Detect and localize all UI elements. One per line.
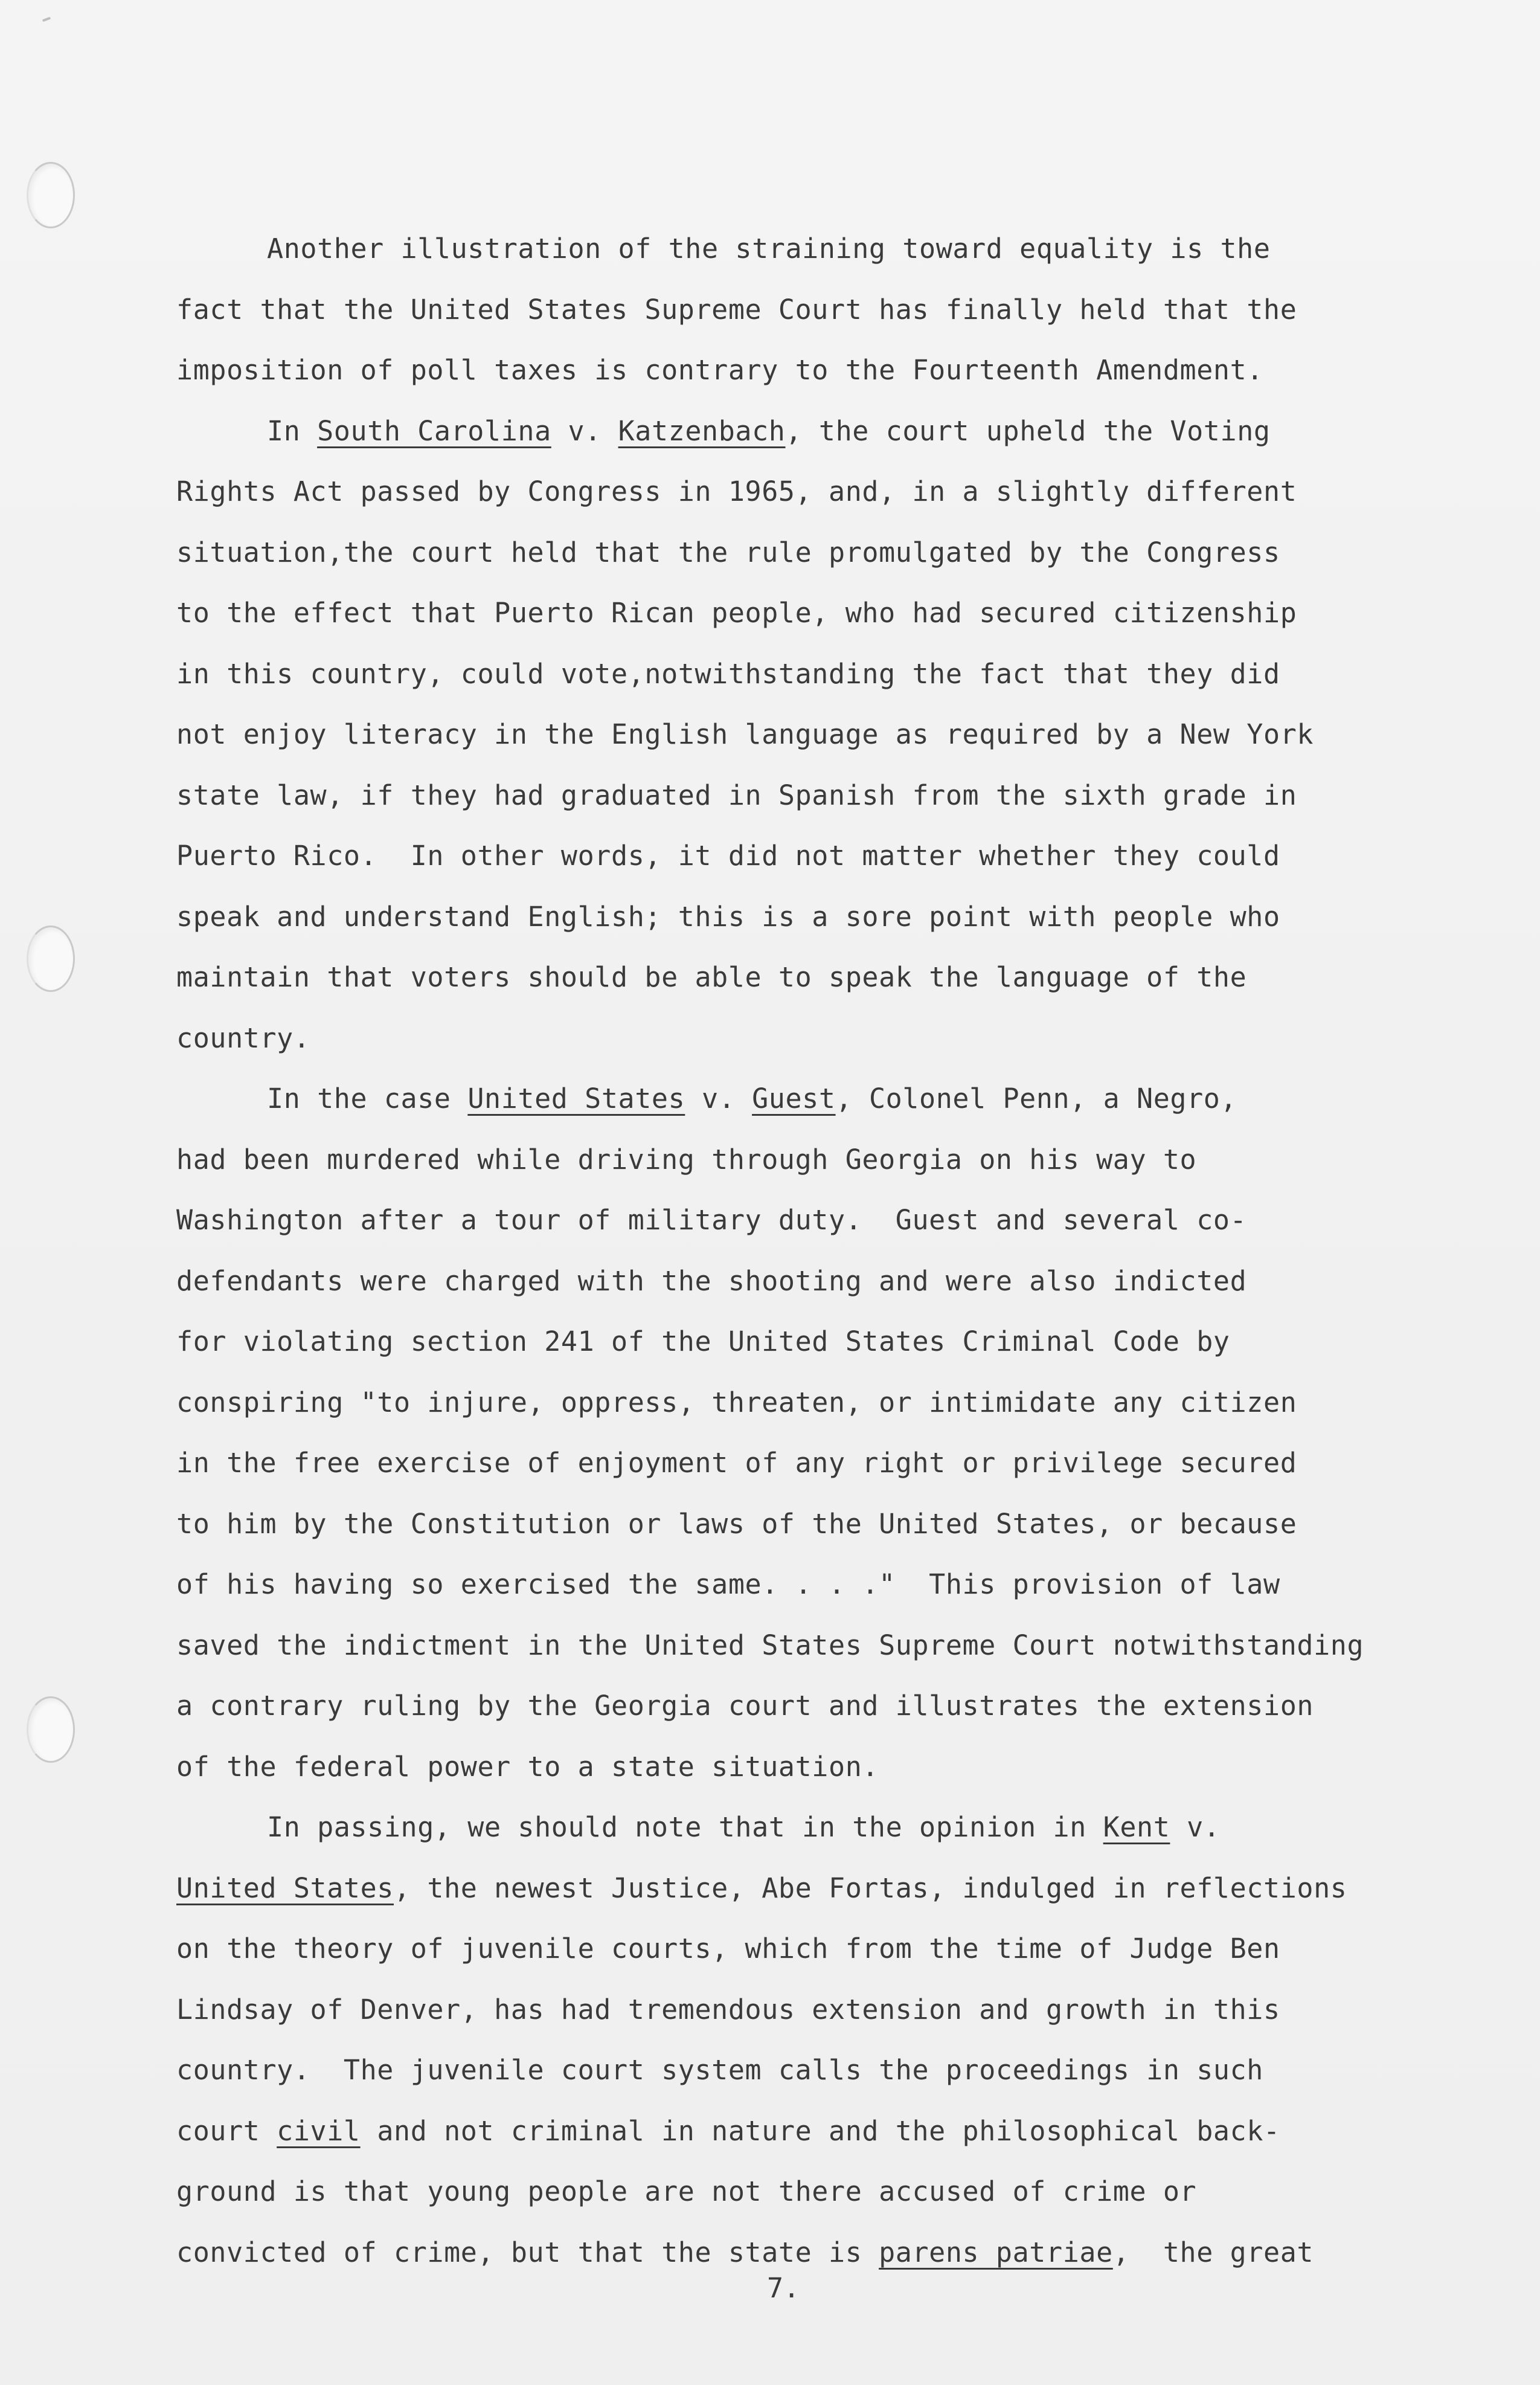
text-line	[176, 1069, 1469, 1130]
underlined-text: Kent	[1103, 1811, 1170, 1843]
text-segment: defendants were charged with the shooting and were also indicted	[176, 1264, 1247, 1297]
text-segment: Puerto Rico. In other words, it did not matter whether they could	[176, 840, 1280, 872]
text-line	[176, 340, 1469, 401]
text-segment: on the theory of juvenile courts, which from the time of Judge Ben	[176, 1933, 1280, 1965]
text-segment: of the federal power to a state situation.	[176, 1750, 879, 1783]
text-line	[176, 887, 1469, 948]
text-segment: , the newest Justice, Abe Fortas, indulged in reflections	[394, 1872, 1347, 1904]
text-segment: to the effect that Puerto Rican people, who had secured citizenship	[176, 597, 1297, 629]
punch-hole-bottom	[27, 1696, 75, 1763]
text-segment: In the case	[267, 1083, 468, 1115]
text-segment: court	[176, 2114, 277, 2147]
text-line	[176, 1312, 1469, 1373]
underlined-text: South Carolina	[317, 414, 551, 447]
underlined-text: Guest	[752, 1083, 836, 1115]
text-line	[176, 1615, 1469, 1676]
text-line	[176, 583, 1469, 644]
text-line	[176, 1797, 1469, 1858]
underlined-text: parens patriae	[879, 2236, 1113, 2268]
text-line	[176, 1554, 1469, 1615]
text-line	[176, 219, 1469, 280]
text-line	[176, 2161, 1469, 2222]
text-segment: v.	[1170, 1811, 1221, 1843]
text-segment: situation,the court held that the rule promulgated by the Congress	[176, 536, 1280, 568]
text-segment: Rights Act passed by Congress in 1965, and, in a slightly different	[176, 475, 1297, 507]
punch-hole-top	[27, 162, 75, 228]
text-line	[176, 401, 1469, 462]
text-line	[176, 1919, 1469, 1980]
text-line	[176, 644, 1469, 705]
text-segment: convicted of crime, but that the state is	[176, 2236, 879, 2268]
underlined-text: Katzenbach	[618, 414, 786, 447]
text-line	[176, 280, 1469, 341]
text-segment: in the free exercise of enjoyment of any right or privilege secured	[176, 1447, 1297, 1479]
text-line	[176, 1130, 1469, 1191]
text-segment: , the court upheld the Voting	[785, 414, 1271, 447]
text-line	[176, 1008, 1469, 1069]
text-segment: Washington after a tour of military duty. Guest and several co-	[176, 1204, 1247, 1236]
stray-mark	[42, 17, 51, 22]
text-line	[176, 1494, 1469, 1555]
text-segment: for violating section 241 of the United States Criminal Code by	[176, 1325, 1230, 1357]
text-line	[176, 1980, 1469, 2041]
text-line	[176, 1251, 1469, 1312]
text-segment: ground is that young people are not there accused of crime or	[176, 2175, 1197, 2207]
text-segment: fact that the United States Supreme Court has finally held that the	[176, 293, 1297, 326]
punch-hole-middle	[27, 925, 75, 992]
text-line	[176, 947, 1469, 1008]
text-segment: country. The juvenile court system calls the proceedings in such	[176, 2054, 1263, 2086]
text-segment: had been murdered while driving through Georgia on his way to	[176, 1143, 1197, 1176]
text-line	[176, 1676, 1469, 1737]
text-segment: Lindsay of Denver, has had tremendous extension and growth in this	[176, 1993, 1280, 2026]
text-segment: saved the indictment in the United States Supreme Court notwithstanding	[176, 1629, 1364, 1661]
text-segment: Another illustration of the straining toward equality is the	[267, 233, 1271, 265]
underlined-text: civil	[277, 2114, 361, 2147]
text-segment: v.	[551, 414, 618, 447]
text-line	[176, 2101, 1469, 2162]
text-line	[176, 2040, 1469, 2101]
text-segment: imposition of poll taxes is contrary to the Fourteenth Amendment.	[176, 354, 1263, 386]
text-segment: , Colonel Penn, a Negro,	[835, 1083, 1237, 1115]
text-segment: In passing, we should note that in the opinion in	[267, 1811, 1103, 1843]
text-line	[176, 2222, 1469, 2284]
underlined-text: United States	[467, 1083, 685, 1115]
text-segment: of his having so exercised the same. . . ." This provision of law	[176, 1568, 1280, 1600]
text-line	[176, 1737, 1469, 1798]
text-segment: In	[267, 414, 318, 447]
text-line	[176, 765, 1469, 826]
text-segment: v.	[685, 1083, 752, 1115]
text-line	[176, 1190, 1469, 1251]
text-segment: speak and understand English; this is a sore point with people who	[176, 900, 1280, 933]
text-segment: not enjoy literacy in the English language as required by a New York	[176, 718, 1314, 750]
text-segment: country.	[176, 1022, 310, 1054]
text-line	[176, 1373, 1469, 1434]
text-line	[176, 1858, 1469, 1919]
text-segment: and not criminal in nature and the philosophical back-	[360, 2114, 1280, 2147]
underlined-text: United States	[176, 1872, 394, 1904]
page-number: 7.	[767, 2272, 800, 2304]
body-text	[176, 219, 1469, 2283]
text-line	[176, 826, 1469, 887]
text-line	[176, 704, 1469, 765]
text-segment: conspiring "to injure, oppress, threaten, or intimidate any citizen	[176, 1386, 1297, 1418]
text-segment: maintain that voters should be able to speak the language of the	[176, 961, 1247, 993]
text-line	[176, 523, 1469, 584]
text-segment: state law, if they had graduated in Spanish from the sixth grade in	[176, 779, 1297, 811]
text-segment: to him by the Constitution or laws of the United States, or because	[176, 1507, 1297, 1540]
text-line	[176, 1433, 1469, 1494]
text-line	[176, 462, 1469, 523]
text-segment: , the great	[1112, 2236, 1314, 2268]
text-segment: in this country, could vote,notwithstanding the fact that they did	[176, 657, 1280, 690]
text-segment: a contrary ruling by the Georgia court and illustrates the extension	[176, 1690, 1314, 1722]
